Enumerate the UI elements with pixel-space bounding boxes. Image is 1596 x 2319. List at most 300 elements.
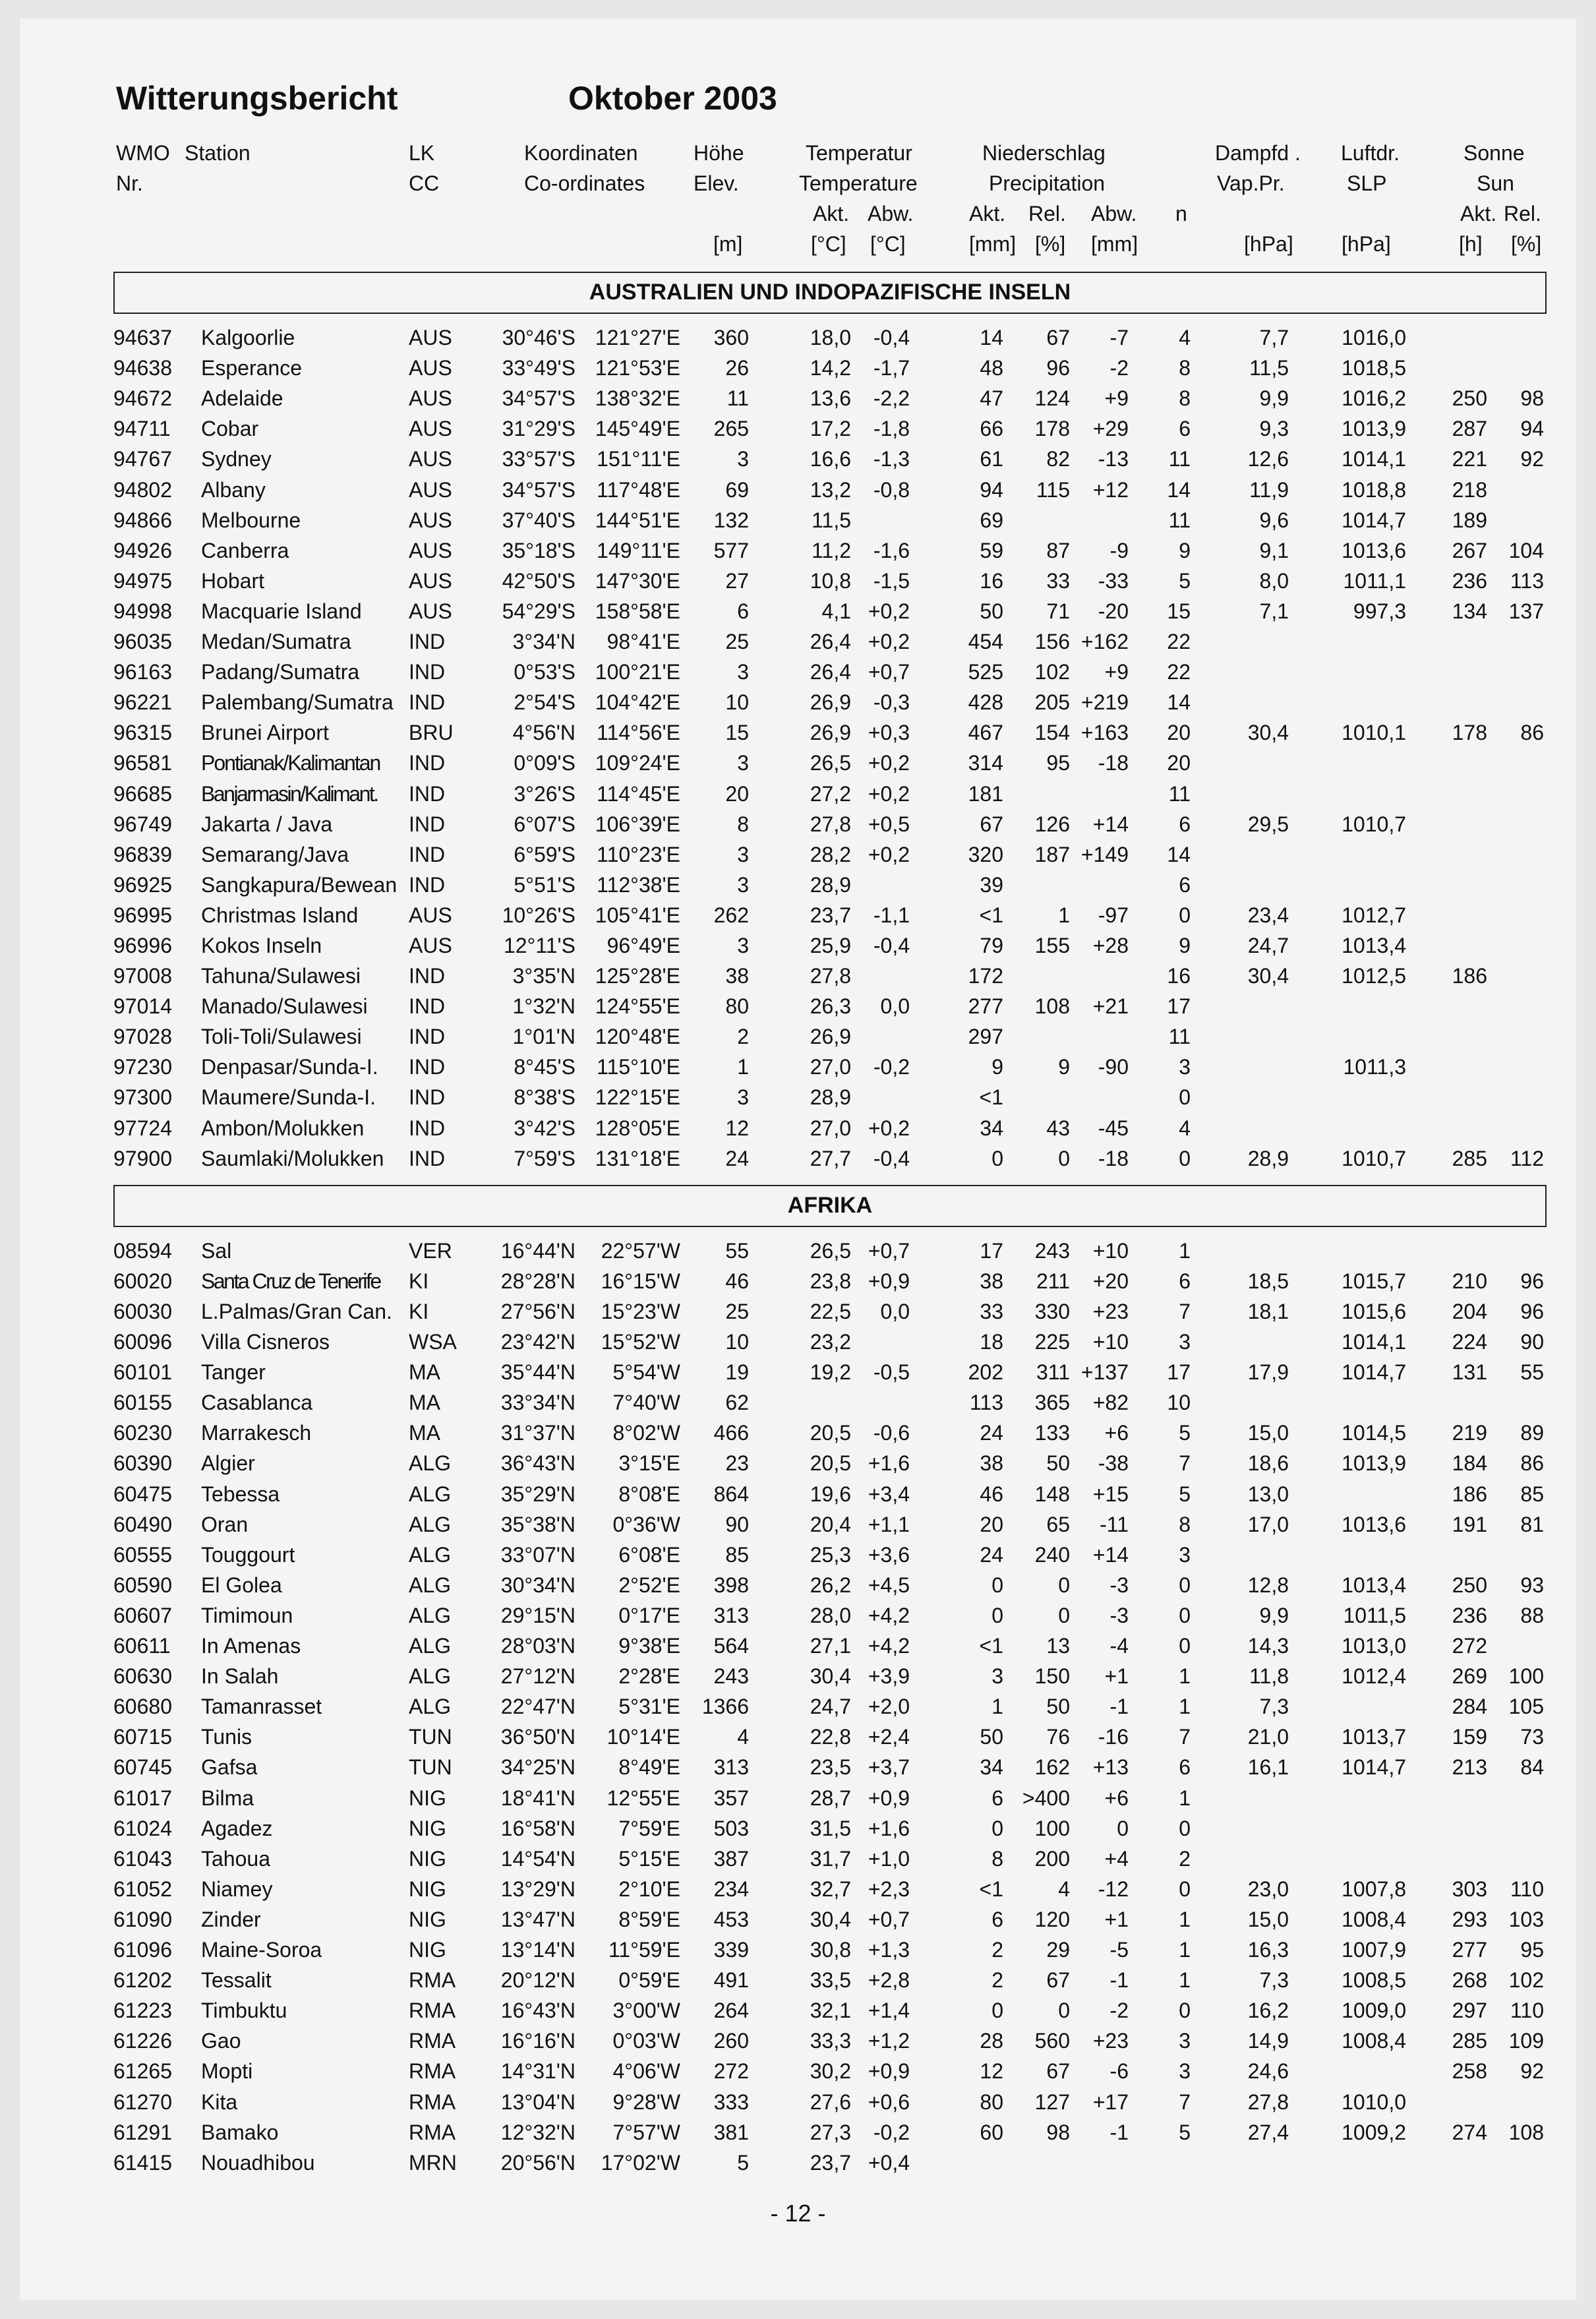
wmo-nr-cell: 94975: [113, 569, 172, 593]
latitude-cell: 33°49'S: [502, 356, 576, 380]
latitude-cell: 16°58'N: [500, 1817, 576, 1840]
longitude-cell: 11°59'E: [608, 1938, 680, 1962]
station-cell: Jakarta / Java: [201, 812, 333, 836]
latitude-cell: 34°57'S: [502, 386, 576, 410]
slp-cell: 1014,7: [1342, 508, 1406, 532]
precip-n-cell: 10: [1167, 1391, 1191, 1414]
header-label: Co-ordinates: [524, 171, 645, 195]
longitude-cell: 106°39'E: [595, 812, 680, 836]
header-label: Abw.: [868, 202, 914, 226]
elevation-cell: 503: [713, 1817, 749, 1840]
precip-akt-cell: 202: [968, 1360, 1003, 1384]
temp-abw-cell: +0,7: [868, 1239, 910, 1263]
precip-rel-cell: 71: [1046, 599, 1070, 623]
station-cell: Mopti: [201, 2059, 253, 2083]
country-code-cell: AUS: [409, 508, 452, 532]
country-code-cell: ALG: [409, 1664, 452, 1688]
wmo-nr-cell: 96581: [113, 751, 172, 775]
wmo-nr-cell: 94638: [113, 356, 172, 380]
precip-n-cell: 3: [1179, 2059, 1191, 2083]
sun-rel-cell: 110: [1510, 1999, 1544, 2022]
precip-abw-cell: +13: [1092, 1755, 1129, 1779]
vapour-pressure-cell: 14,3: [1247, 1634, 1289, 1658]
sun-rel-cell: 95: [1520, 1938, 1544, 1962]
table-row: [0, 1085, 1596, 1116]
sun-akt-cell: 250: [1452, 1573, 1487, 1597]
header-label: [°C]: [811, 232, 846, 256]
precip-akt-cell: 24: [980, 1543, 1003, 1567]
precip-rel-cell: 115: [1036, 478, 1070, 502]
elevation-cell: 38: [725, 964, 749, 988]
header-label: LK: [409, 141, 435, 165]
country-code-cell: IND: [409, 873, 446, 897]
header-label: Luftdr.: [1341, 141, 1400, 165]
wmo-nr-cell: 60101: [113, 1360, 172, 1384]
sun-rel-cell: 110: [1510, 1877, 1544, 1901]
wmo-nr-cell: 60490: [113, 1513, 172, 1536]
temp-akt-cell: 16,6: [810, 447, 851, 471]
elevation-cell: 80: [725, 994, 749, 1018]
table-row: [0, 721, 1596, 751]
longitude-cell: 100°21'E: [595, 660, 680, 684]
station-cell: Kalgoorlie: [201, 326, 295, 349]
slp-cell: 1013,6: [1342, 539, 1406, 562]
latitude-cell: 27°56'N: [500, 1300, 576, 1323]
elevation-cell: 564: [713, 1634, 749, 1658]
country-code-cell: IND: [409, 782, 446, 806]
latitude-cell: 6°59'S: [514, 843, 576, 866]
precip-abw-cell: +10: [1092, 1330, 1129, 1354]
temp-abw-cell: +0,9: [868, 1786, 910, 1810]
precip-abw-cell: +82: [1092, 1391, 1129, 1414]
temp-akt-cell: 19,6: [810, 1482, 851, 1506]
slp-cell: 1016,0: [1342, 326, 1406, 349]
precip-akt-cell: 12: [980, 2059, 1003, 2083]
elevation-cell: 25: [725, 1300, 749, 1323]
elevation-cell: 3: [737, 660, 749, 684]
precip-akt-cell: 0: [991, 1147, 1003, 1170]
precip-n-cell: 17: [1167, 1360, 1191, 1384]
precip-akt-cell: 94: [980, 478, 1003, 502]
temp-akt-cell: 25,3: [810, 1543, 851, 1567]
wmo-nr-cell: 61270: [113, 2090, 172, 2114]
precip-abw-cell: +12: [1092, 478, 1129, 502]
sun-akt-cell: 186: [1452, 964, 1487, 988]
station-cell: Niamey: [201, 1877, 273, 1901]
vapour-pressure-cell: 18,6: [1247, 1451, 1289, 1475]
temp-akt-cell: 11,5: [812, 508, 851, 532]
sun-akt-cell: 272: [1452, 1634, 1487, 1658]
wmo-nr-cell: 96925: [113, 873, 172, 897]
header-label: Abw.: [1091, 202, 1137, 226]
wmo-nr-cell: 60030: [113, 1300, 172, 1323]
station-cell: Cobar: [201, 417, 259, 440]
latitude-cell: 8°45'S: [514, 1055, 576, 1079]
latitude-cell: 13°47'N: [500, 1908, 576, 1931]
temp-akt-cell: 4,1: [821, 599, 851, 623]
precip-n-cell: 0: [1179, 1604, 1191, 1627]
slp-cell: 1010,7: [1342, 812, 1406, 836]
country-code-cell: MA: [409, 1421, 440, 1445]
table-row: [0, 1847, 1596, 1877]
temp-akt-cell: 28,2: [810, 843, 851, 866]
temp-akt-cell: 23,7: [810, 2151, 851, 2175]
country-code-cell: TUN: [409, 1755, 452, 1779]
sun-akt-cell: 221: [1452, 447, 1487, 471]
temp-abw-cell: -0,2: [873, 1055, 910, 1079]
station-cell: Zinder: [201, 1908, 261, 1931]
country-code-cell: MA: [409, 1360, 440, 1384]
header-label: Akt.: [969, 202, 1006, 226]
latitude-cell: 18°41'N: [500, 1786, 576, 1810]
header-label: Sonne: [1463, 141, 1525, 165]
precip-akt-cell: 277: [968, 994, 1003, 1018]
precip-n-cell: 4: [1179, 1116, 1191, 1140]
table-row: [0, 417, 1596, 447]
table-row: [0, 599, 1596, 630]
vapour-pressure-cell: 16,2: [1247, 1999, 1289, 2022]
header-label: Elev.: [694, 171, 739, 195]
longitude-cell: 145°49'E: [595, 417, 680, 440]
precip-akt-cell: 67: [980, 812, 1003, 836]
station-cell: Canberra: [201, 539, 289, 562]
temp-akt-cell: 28,9: [810, 1085, 851, 1109]
precip-abw-cell: -90: [1098, 1055, 1129, 1079]
elevation-cell: 243: [713, 1664, 749, 1688]
table-row: [0, 1725, 1596, 1755]
precip-rel-cell: 311: [1036, 1360, 1070, 1384]
country-code-cell: AUS: [409, 417, 452, 440]
table-row: [0, 994, 1596, 1025]
station-cell: Villa Cisneros: [201, 1330, 330, 1354]
precip-abw-cell: -2: [1109, 356, 1129, 380]
station-cell: Semarang/Java: [201, 843, 349, 866]
header-label: [h]: [1459, 232, 1483, 256]
elevation-cell: 466: [713, 1421, 749, 1445]
precip-n-cell: 6: [1179, 1269, 1191, 1293]
sun-rel-cell: 103: [1508, 1908, 1544, 1931]
longitude-cell: 138°32'E: [595, 386, 680, 410]
precip-abw-cell: -38: [1098, 1451, 1129, 1475]
elevation-cell: 1: [737, 1055, 749, 1079]
precip-n-cell: 6: [1179, 417, 1191, 440]
header-label: Temperature: [799, 171, 918, 195]
sun-rel-cell: 112: [1510, 1147, 1544, 1170]
vapour-pressure-cell: 9,9: [1259, 1604, 1289, 1627]
station-cell: Saumlaki/Molukken: [201, 1147, 384, 1170]
station-cell: Albany: [201, 478, 266, 502]
sun-akt-cell: 268: [1452, 1968, 1487, 1992]
elevation-cell: 3: [737, 843, 749, 866]
station-cell: Banjarmasin/Kalimant.: [201, 782, 378, 806]
temp-akt-cell: 23,8: [810, 1269, 851, 1293]
slp-cell: 1018,8: [1342, 478, 1406, 502]
elevation-cell: 11: [726, 386, 749, 410]
station-cell: Hobart: [201, 569, 265, 593]
sun-rel-cell: 85: [1520, 1482, 1544, 1506]
precip-n-cell: 20: [1167, 751, 1191, 775]
slp-cell: 1013,6: [1342, 1513, 1406, 1536]
precip-akt-cell: 50: [980, 599, 1003, 623]
elevation-cell: 3: [737, 934, 749, 957]
temp-abw-cell: +0,4: [868, 2151, 910, 2175]
sun-akt-cell: 224: [1452, 1330, 1487, 1354]
precip-rel-cell: 150: [1034, 1664, 1070, 1688]
temp-akt-cell: 27,2: [810, 782, 851, 806]
report-title: Witterungsbericht: [116, 80, 398, 117]
wmo-nr-cell: 96839: [113, 843, 172, 866]
precip-rel-cell: 43: [1046, 1116, 1070, 1140]
temp-abw-cell: +0,9: [868, 2059, 910, 2083]
country-code-cell: RMA: [409, 2059, 456, 2083]
table-row: [0, 386, 1596, 417]
country-code-cell: TUN: [409, 1725, 452, 1749]
slp-cell: 1013,9: [1342, 417, 1406, 440]
precip-rel-cell: 67: [1046, 2059, 1070, 2083]
elevation-cell: 3: [737, 751, 749, 775]
station-cell: Sangkapura/Bewean: [201, 873, 398, 897]
temp-akt-cell: 32,7: [810, 1877, 851, 1901]
slp-cell: 1012,4: [1342, 1664, 1406, 1688]
temp-abw-cell: +1,1: [868, 1513, 910, 1536]
elevation-cell: 2: [737, 1025, 749, 1048]
station-cell: Denpasar/Sunda-I.: [201, 1055, 378, 1079]
precip-akt-cell: 0: [991, 1817, 1003, 1840]
table-row: [0, 1391, 1596, 1421]
sun-akt-cell: 236: [1452, 569, 1487, 593]
vapour-pressure-cell: 9,1: [1259, 539, 1289, 562]
precip-abw-cell: -3: [1109, 1604, 1129, 1627]
latitude-cell: 0°09'S: [514, 751, 576, 775]
table-row: [0, 569, 1596, 599]
precip-abw-cell: +1: [1104, 1664, 1129, 1688]
country-code-cell: RMA: [409, 1968, 456, 1992]
vapour-pressure-cell: 8,0: [1259, 569, 1289, 593]
elevation-cell: 12: [725, 1116, 749, 1140]
slp-cell: 1014,7: [1342, 1755, 1406, 1779]
table-row: [0, 1360, 1596, 1391]
elevation-cell: 6: [737, 599, 749, 623]
vapour-pressure-cell: 27,8: [1247, 2090, 1289, 2114]
country-code-cell: AUS: [409, 386, 452, 410]
table-row: [0, 1573, 1596, 1604]
country-code-cell: IND: [409, 964, 446, 988]
elevation-cell: 260: [713, 2029, 749, 2053]
wmo-nr-cell: 97008: [113, 964, 172, 988]
wmo-nr-cell: 97028: [113, 1025, 172, 1048]
precip-akt-cell: 34: [980, 1116, 1003, 1140]
longitude-cell: 114°56'E: [597, 721, 680, 744]
longitude-cell: 124°55'E: [595, 994, 680, 1018]
country-code-cell: NIG: [409, 1938, 446, 1962]
latitude-cell: 54°29'S: [502, 599, 576, 623]
longitude-cell: 15°23'W: [601, 1300, 680, 1323]
precip-abw-cell: +6: [1104, 1421, 1129, 1445]
vapour-pressure-cell: 7,7: [1259, 326, 1289, 349]
precip-akt-cell: 80: [980, 2090, 1003, 2114]
latitude-cell: 1°32'N: [512, 994, 576, 1018]
slp-cell: 1010,7: [1342, 1147, 1406, 1170]
elevation-cell: 398: [713, 1573, 749, 1597]
precip-akt-cell: <1: [979, 1085, 1003, 1109]
temp-akt-cell: 30,4: [810, 1664, 851, 1688]
wmo-nr-cell: 60390: [113, 1451, 172, 1475]
longitude-cell: 149°11'E: [597, 539, 680, 562]
wmo-nr-cell: 97230: [113, 1055, 172, 1079]
precip-rel-cell: 0: [1058, 1573, 1070, 1597]
slp-cell: 1012,7: [1342, 903, 1406, 927]
longitude-cell: 120°48'E: [595, 1025, 680, 1048]
precip-n-cell: 1: [1179, 1786, 1191, 1810]
temp-abw-cell: -1,7: [873, 356, 910, 380]
country-code-cell: ALG: [409, 1604, 452, 1627]
header-label: [mm]: [969, 232, 1017, 256]
temp-abw-cell: -2,2: [873, 386, 910, 410]
precip-n-cell: 17: [1167, 994, 1191, 1018]
station-cell: Oran: [201, 1513, 249, 1536]
elevation-cell: 3: [737, 873, 749, 897]
station-cell: Casablanca: [201, 1391, 312, 1414]
temp-akt-cell: 26,3: [810, 994, 851, 1018]
latitude-cell: 1°01'N: [512, 1025, 576, 1048]
country-code-cell: ALG: [409, 1634, 452, 1658]
temp-akt-cell: 28,9: [810, 873, 851, 897]
country-code-cell: AUS: [409, 478, 452, 502]
precip-akt-cell: <1: [979, 1877, 1003, 1901]
sun-akt-cell: 258: [1452, 2059, 1487, 2083]
precip-abw-cell: +23: [1092, 2029, 1129, 2053]
temp-abw-cell: +4,2: [868, 1604, 910, 1627]
vapour-pressure-cell: 17,0: [1247, 1513, 1289, 1536]
precip-n-cell: 1: [1179, 1908, 1191, 1931]
temp-abw-cell: +0,2: [868, 1116, 910, 1140]
slp-cell: 1015,6: [1342, 1300, 1406, 1323]
slp-cell: 1008,5: [1342, 1968, 1406, 1992]
latitude-cell: 28°03'N: [500, 1634, 576, 1658]
wmo-nr-cell: 94926: [113, 539, 172, 562]
precip-n-cell: 3: [1179, 2029, 1191, 2053]
sun-akt-cell: 293: [1452, 1908, 1487, 1931]
vapour-pressure-cell: 9,3: [1259, 417, 1289, 440]
station-cell: Gafsa: [201, 1755, 258, 1779]
country-code-cell: IND: [409, 1085, 446, 1109]
temp-akt-cell: 13,2: [810, 478, 851, 502]
station-cell: Algier: [201, 1451, 255, 1475]
table-row: [0, 356, 1596, 386]
section-header: AFRIKA: [113, 1185, 1547, 1227]
sun-akt-cell: 285: [1452, 1147, 1487, 1170]
station-cell: Nouadhibou: [201, 2151, 315, 2175]
temp-abw-cell: +4,2: [868, 1634, 910, 1658]
table-row: [0, 1755, 1596, 1786]
elevation-cell: 10: [725, 690, 749, 714]
country-code-cell: KI: [409, 1269, 429, 1293]
latitude-cell: 35°38'N: [500, 1513, 576, 1536]
precip-rel-cell: 155: [1034, 934, 1070, 957]
precip-rel-cell: 243: [1034, 1239, 1070, 1263]
country-code-cell: RMA: [409, 1999, 456, 2022]
elevation-cell: 15: [725, 721, 749, 744]
latitude-cell: 33°34'N: [500, 1391, 576, 1414]
station-cell: Marrakesch: [201, 1421, 312, 1445]
elevation-cell: 272: [713, 2059, 749, 2083]
precip-n-cell: 0: [1179, 1147, 1191, 1170]
precip-abw-cell: +163: [1080, 721, 1129, 744]
precip-abw-cell: +9: [1104, 660, 1129, 684]
wmo-nr-cell: 96749: [113, 812, 172, 836]
wmo-nr-cell: 96996: [113, 934, 172, 957]
sun-akt-cell: 274: [1452, 2121, 1487, 2144]
temp-akt-cell: 30,8: [810, 1938, 851, 1962]
precip-n-cell: 9: [1179, 539, 1191, 562]
latitude-cell: 31°29'S: [502, 417, 576, 440]
slp-cell: 1013,0: [1342, 1634, 1406, 1658]
table-row: [0, 1025, 1596, 1055]
longitude-cell: 122°15'E: [595, 1085, 680, 1109]
longitude-cell: 0°17'E: [618, 1604, 680, 1627]
wmo-nr-cell: 96035: [113, 630, 172, 653]
longitude-cell: 8°49'E: [618, 1755, 680, 1779]
precip-akt-cell: 20: [980, 1513, 1003, 1536]
temp-abw-cell: +1,2: [868, 2029, 910, 2053]
table-row: [0, 447, 1596, 477]
header-label: Nr.: [116, 171, 143, 195]
precip-n-cell: 0: [1179, 1999, 1191, 2022]
precip-n-cell: 5: [1179, 2121, 1191, 2144]
wmo-nr-cell: 94672: [113, 386, 172, 410]
sun-rel-cell: 86: [1520, 1451, 1544, 1475]
latitude-cell: 8°38'S: [514, 1085, 576, 1109]
wmo-nr-cell: 60096: [113, 1330, 172, 1354]
station-cell: Maine-Soroa: [201, 1938, 322, 1962]
table-row: [0, 2029, 1596, 2059]
country-code-cell: AUS: [409, 599, 452, 623]
header-label: n: [1175, 202, 1187, 226]
precip-abw-cell: -11: [1100, 1513, 1129, 1536]
latitude-cell: 34°57'S: [502, 478, 576, 502]
slp-cell: 1013,4: [1342, 934, 1406, 957]
wmo-nr-cell: 61415: [113, 2151, 172, 2175]
temp-abw-cell: -0,4: [873, 934, 910, 957]
latitude-cell: 35°18'S: [502, 539, 576, 562]
elevation-cell: 85: [725, 1543, 749, 1567]
country-code-cell: NIG: [409, 1877, 446, 1901]
precip-akt-cell: 47: [980, 386, 1003, 410]
sun-akt-cell: 219: [1452, 1421, 1487, 1445]
station-cell: Kita: [201, 2090, 238, 2114]
station-cell: Manado/Sulawesi: [201, 994, 368, 1018]
table-row: [0, 751, 1596, 781]
precip-abw-cell: +137: [1080, 1360, 1129, 1384]
temp-abw-cell: -0,2: [873, 2121, 910, 2144]
precip-abw-cell: -18: [1098, 751, 1129, 775]
sun-rel-cell: 92: [1520, 447, 1544, 471]
temp-abw-cell: +1,3: [868, 1938, 910, 1962]
longitude-cell: 6°08'E: [618, 1543, 680, 1567]
header-label: [mm]: [1091, 232, 1138, 256]
temp-akt-cell: 30,4: [810, 1908, 851, 1931]
sun-rel-cell: 92: [1520, 2059, 1544, 2083]
wmo-nr-cell: 97014: [113, 994, 172, 1018]
precip-n-cell: 0: [1179, 1634, 1191, 1658]
precip-akt-cell: 9: [991, 1055, 1003, 1079]
table-row: [0, 1664, 1596, 1695]
header-label: SLP: [1347, 171, 1387, 195]
precip-n-cell: 22: [1167, 660, 1191, 684]
longitude-cell: 96°49'E: [606, 934, 680, 957]
precip-n-cell: 11: [1168, 782, 1191, 806]
slp-cell: 1010,1: [1342, 721, 1406, 744]
